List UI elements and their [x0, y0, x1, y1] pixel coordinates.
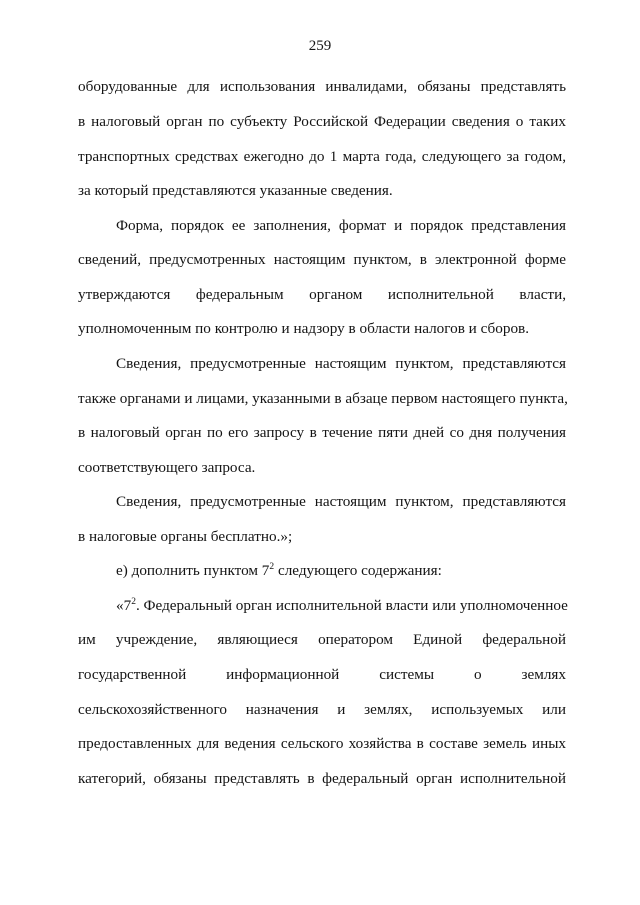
- text-line: Форма, порядок ее заполнения, формат и порядок представления: [116, 217, 566, 234]
- text-segment: «7: [116, 597, 132, 614]
- text-line: предоставленных для ведения сельского хозяйства в составе земель иных: [78, 735, 566, 752]
- text-line: также органами и лицами, указанными в абзаце первом настоящего пункта,: [78, 390, 568, 407]
- text-line: в налоговый орган по субъекту Российской Федерации сведения о таких: [78, 113, 566, 130]
- text-segment: е) дополнить пунктом 7: [116, 562, 270, 579]
- text-line: государственной информационной системы о землях: [78, 666, 566, 683]
- text-line: им учреждение, являющиеся оператором Единой федеральной: [78, 631, 566, 648]
- superscript: 2: [269, 562, 275, 572]
- text-line: за который представляются указанные сведения.: [78, 182, 393, 199]
- page-number: 259: [308, 38, 332, 54]
- text-line: категорий, обязаны представлять в федеральный орган исполнительной: [78, 770, 566, 787]
- text-segment: . Федеральный орган исполнительной власти или уполномоченное: [135, 597, 568, 614]
- text-line: в налоговый орган по его запросу в течение пяти дней со дня получения: [78, 424, 566, 441]
- text-line: сельскохозяйственного назначения и землях, используемых или: [78, 701, 566, 718]
- text-line-point-heading: [116, 596, 566, 616]
- text-segment: следующего содержания:: [274, 562, 442, 579]
- text-line: транспортных средствах ежегодно до 1 марта года, следующего за годом,: [78, 148, 566, 165]
- text-line: Сведения, предусмотренные настоящим пунктом, представляются: [116, 493, 566, 510]
- superscript: 2: [131, 597, 136, 607]
- text-line: в налоговые органы бесплатно.»;: [78, 528, 293, 545]
- text-line-amendment: [116, 561, 566, 581]
- text-line: утверждаются федеральным органом исполнительной власти,: [78, 286, 566, 303]
- text-line: уполномоченным по контролю и надзору в области налогов и сборов.: [78, 320, 530, 337]
- text-line: оборудованные для использования инвалидами, обязаны представлять: [78, 78, 566, 95]
- text-line: сведений, предусмотренных настоящим пунктом, в электронной форме: [78, 251, 566, 268]
- text-line: Сведения, предусмотренные настоящим пунктом, представляются: [116, 355, 566, 372]
- text-line: соответствующего запроса.: [78, 459, 256, 476]
